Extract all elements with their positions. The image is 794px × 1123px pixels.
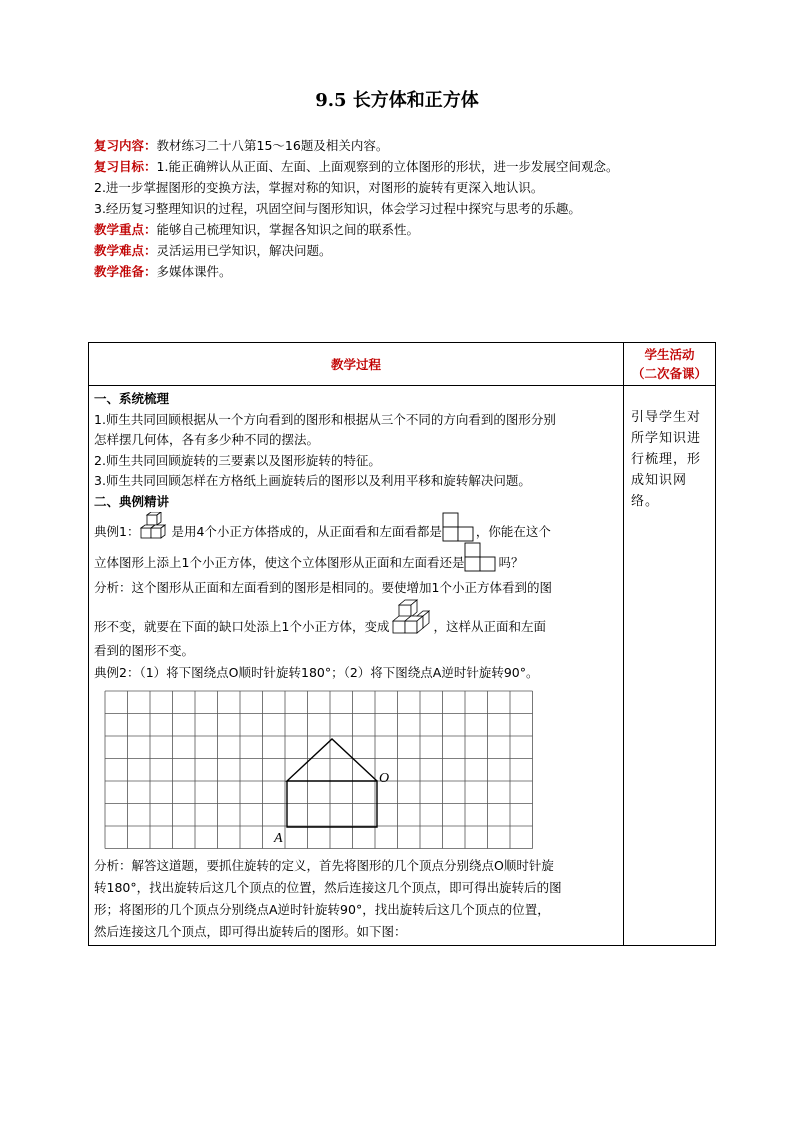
grid-lines [105,691,533,849]
paragraph: 3.师生共同回顾怎样在方格纸上画旋转后的图形以及利用平移和旋转解决问题。 [94,473,531,488]
lesson-table [88,342,716,946]
point-o-label: O [379,771,390,786]
intro-line: 教学难点：灵活运用已学知识，解决问题。 [94,243,332,258]
house-shape [287,739,377,827]
column-divider [623,343,624,945]
lesson-intro [94,135,734,282]
header-divider [89,385,715,386]
intro-line: 教学重点：能够自己梳理知识，掌握各知识之间的联系性。 [94,222,420,237]
cube-stack-icon [389,599,433,656]
paragraph: 怎样摆几何体，各有多少种不同的摆法。 [94,432,320,447]
student-activity-text: 引导学生对所学知识进行梳理，形成知识网络。 [631,410,702,509]
intro-line: 2.进一步掌握图形的变换方法，掌握对称的知识，对图形的旋转有更深入地认识。 [94,180,544,195]
analysis-2: 分析：解答这道题，要抓住旋转的定义，首先将图形的几个顶点分别绕点O顺时针旋 转180°，找出旋转后这几个顶点的位置，然后连接这几个顶点，即可得出旋转后的图 形；将图形的几个顶点分别绕点A逆时针旋转90°，找出旋转后这几个顶点的位置， 然后连接这几个顶点，即可得出旋转后的图形。如下图： [94,858,562,939]
example-1-line: 典例1： 是用4个小正方体搭成的，从正面看和左面看都是 ，你能在这个 [94,512,620,542]
analysis-1: 看到的图形不变。 [94,642,195,658]
analysis-1: 形不变，就要在下面的缺口处添上1个小正方体，变成 ，这样从正面和左面 [94,599,620,641]
example-2: 典例2：（1）将下图绕点O顺时针旋转180°；（2）将下图绕点A逆时针旋转90°。 [94,665,539,680]
page-title: 9.5 长方体和正方体 [315,90,479,111]
rotation-grid-figure [103,689,539,857]
paragraph: 2.师生共同回顾旋转的三要素以及图形旋转的特征。 [94,452,381,468]
example-1-line: 立体图形上添上1个小正方体，使这个立体图形从正面和左面看还是 吗？ [94,542,620,576]
section-heading: 一、系统梳理 [94,391,170,406]
intro-line: 3.经历复习整理知识的过程，巩固空间与图形知识，体会学习过程中探究与思考的乐趣。 [94,201,581,216]
teaching-process-content [94,389,620,684]
intro-line: 复习目标：1.能正确辨认从正面、左面、上面观察到的立体图形的形状，进一步发展空间观念。 [94,159,619,174]
header-student-activity: 学生活动 （二次备课） [631,347,707,381]
intro-line: 复习内容：教材练习二十八第15～16题及相关内容。 [94,138,389,153]
intro-line: 教学准备：多媒体课件。 [94,264,232,279]
paragraph: 1.师生共同回顾根据从一个方向看到的图形和根据从三个不同的方向看到的图形分别 [94,411,556,427]
analysis-1: 分析：这个图形从正面和左面看到的图形是相同的。要使增加1个小正方体看到的图 [94,580,552,595]
point-a-label: A [274,831,283,846]
header-teaching-process: 教学过程 [330,357,381,372]
section-heading: 二、典例精讲 [94,493,170,509]
